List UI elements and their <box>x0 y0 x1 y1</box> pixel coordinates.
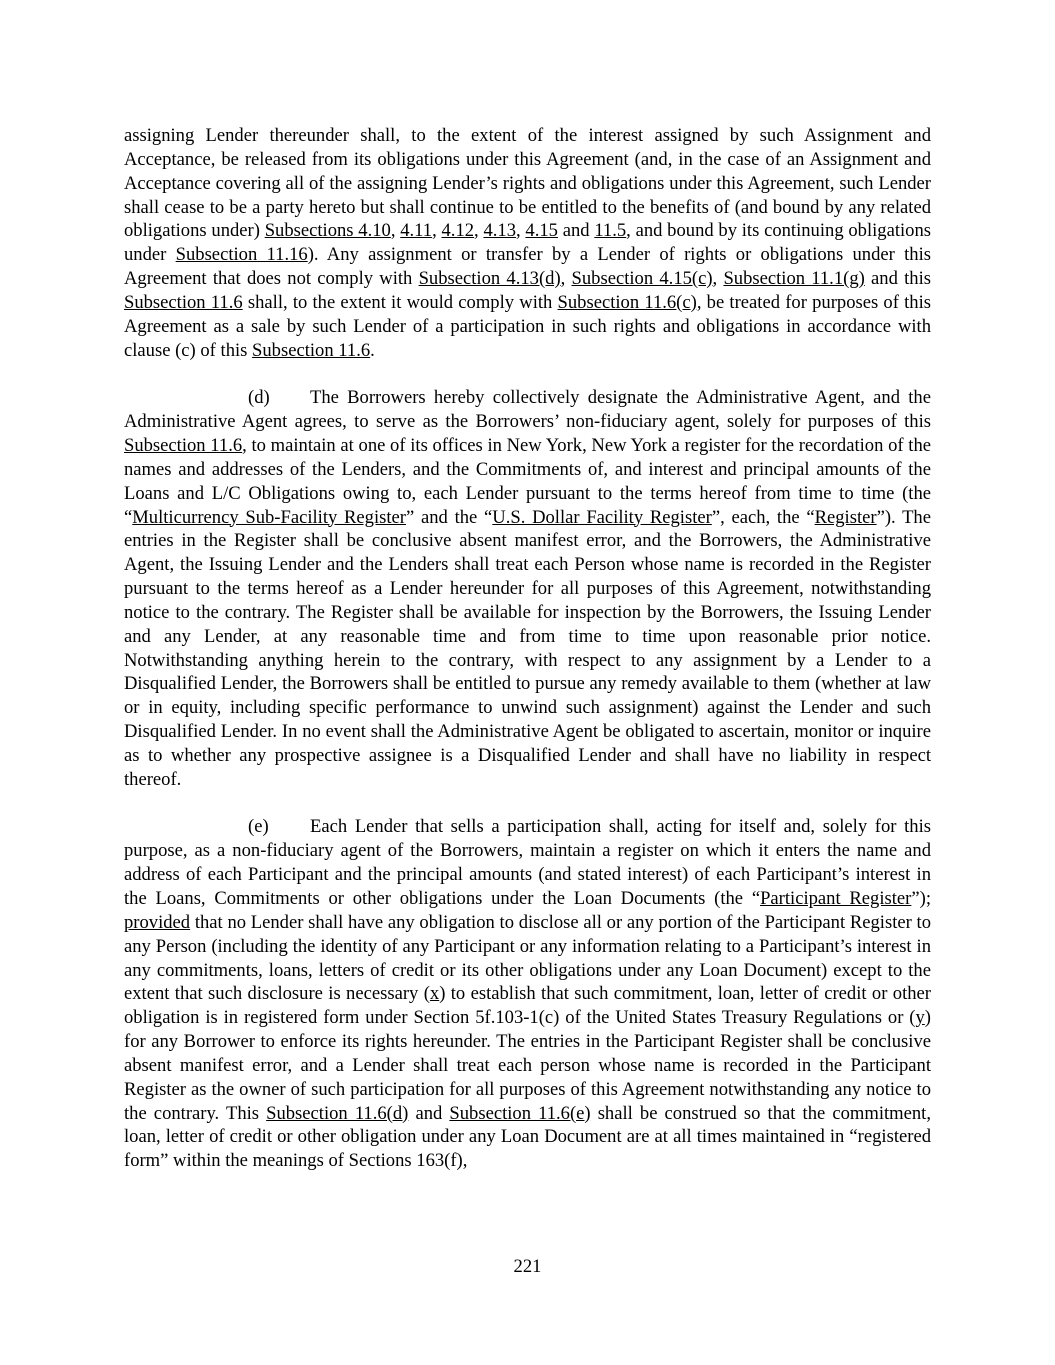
text-run: ). Any assignment or transfer by a Lender of rights or obligations under this Agreement that does not comply with <box>124 244 931 290</box>
cross-reference-11-5: 11.5 <box>594 220 627 242</box>
document-page <box>124 124 931 1173</box>
text-run: shall, to the extent it would comply with <box>242 291 558 313</box>
cross-reference-4-12: 4.12 <box>441 220 475 242</box>
text-run: , and bound by its continuing obligations under <box>124 220 932 266</box>
enumerator-x: x <box>429 983 440 1005</box>
cross-reference-4-10: Subsections 4.10 <box>264 220 391 242</box>
paragraph-d <box>124 386 931 791</box>
cross-reference-4-13: 4.13 <box>483 220 516 242</box>
text-run: , <box>516 220 526 242</box>
text-run: The Borrowers hereby collectively designate the Administrative Agent, and the Administrative Agent agrees, to serve as the Borrowers’ non-fiduciary agent, solely for purposes of this <box>124 387 931 433</box>
text-run: , <box>712 268 724 290</box>
paragraph-e <box>124 815 931 1173</box>
cross-reference-11-6: Subsection 11.6 <box>124 291 243 313</box>
defined-term-register: Register <box>814 506 877 528</box>
cross-reference-11-16: Subsection 11.16 <box>175 244 308 266</box>
text-run: ) to establish that such commitment, loan, letter of credit or other obligation is in registered form under Section 5f.103-1(c) of the United States Treasury Regulations or ( <box>124 983 931 1029</box>
cross-reference-11-6d: Subsection 11.6(d) <box>266 1102 409 1124</box>
text-run: , be treated for purposes of this Agreement as a sale by such Lender of a participation in such rights and obligations in accordance with clause (c) of this <box>124 291 931 361</box>
clause-label-e: (e) <box>248 816 269 838</box>
text-run: and <box>557 220 595 242</box>
cross-reference-11-6: Subsection 11.6 <box>124 434 243 456</box>
defined-term-usd-register: U.S. Dollar Facility Register <box>492 506 712 528</box>
text-run: ”). The entries in the Register shall be conclusive absent manifest error, and the Borrowers, the Administrative Agent, the Issuing Lender and the Lenders shall treat each Person whose name is recorded in the Register pursuant to the terms hereof as a Lender hereunder for all purposes of this Agreement, notwithstanding notice to the contrary. The Register shall be available for inspection by the Borrowers, the Issuing Lender and any Lender, at any reasonable time and from time to time upon reasonable prior notice. Notwithstanding anything herein to the contrary, with respect to any assignment by a Lender to a Disqualified Lender, the Borrowers shall be entitled to pursue any remedy available to them (whether at law or in equity, including specific performance to unwind such assignment) against the Lender and such Disqualified Lender. In no event shall the Administrative Agent be obligated to ascertain, monitor or inquire as to whether any prospective assignee is a Disqualified Lender and shall have no liability in respect thereof. <box>124 506 931 790</box>
proviso-term: provided <box>124 911 191 933</box>
cross-reference-11-6: Subsection 11.6 <box>252 339 371 361</box>
defined-term-participant-register: Participant Register <box>760 888 912 909</box>
text-run: , <box>390 220 401 242</box>
text-run: ”, each, the “ <box>711 506 815 528</box>
text-run: and <box>408 1102 450 1124</box>
text-run: and this <box>864 268 931 290</box>
cross-reference-4-11: 4.11 <box>400 220 433 242</box>
text-run: Each Lender that sells a participation shall, acting for itself and, solely for this purpose, as a non-fiduciary agent of the Borrowers, maintain a register on which it enters the name and address of each Participant and the principal amounts (and stated interest) of each Participant’s interest in the Loans, Commitments or other obligations under the Loan Documents (the “ <box>124 816 931 909</box>
text-run: shall be construed so that the commitment, loan, letter of credit or other obligation under any Loan Document are at all times maintained in “registered form” within the meanings of Sections 163(f), <box>124 1102 931 1172</box>
cross-reference-4-15: 4.15 <box>525 220 558 242</box>
text-run: ) for any Borrower to enforce its rights hereunder. The entries in the Participant Register shall be conclusive absent manifest error, and a Lender shall treat each person whose name is recorded in the Participant Register as the owner of such participation for all purposes of this Agreement notwithstanding any notice to the contrary. This <box>124 1007 931 1124</box>
defined-term-multicurrency-register: Multicurrency Sub-Facility Register <box>132 506 406 528</box>
text-run: assigning Lender thereunder shall, to the extent of the interest assigned by such Assignment and Acceptance, be released from its obligations under this Agreement (and, in the case of an Assignment and Acceptance covering all of the assigning Lender’s rights and obligations under this Agreement, such Lender shall cease to be a party hereto but shall continue to be entitled to the benefits of (and bound by any related obligations under) <box>124 125 931 242</box>
text-run: ” and the “ <box>406 506 493 528</box>
text-run: , to maintain at one of its offices in New York, New York a register for the recordation of the names and addresses of the Lenders, and the Commitments of, and interest and principal amounts of the Loans and L/C Obligations owing to, each Lender pursuant to the terms hereof from time to time (the “ <box>124 434 931 528</box>
text-run: , <box>432 220 442 242</box>
cross-reference-11-6e: Subsection 11.6(e) <box>449 1102 591 1124</box>
enumerator-y: y <box>915 1007 925 1029</box>
text-run: . <box>370 339 375 361</box>
page-number: 221 <box>513 1256 542 1277</box>
text-run: , <box>474 220 484 242</box>
cross-reference-11-6c: Subsection 11.6(c) <box>557 291 697 313</box>
text-run: , <box>560 268 572 290</box>
text-run: ”); <box>911 888 931 909</box>
cross-reference-11-1g: Subsection 11.1(g) <box>723 268 865 290</box>
cross-reference-4-13d: Subsection 4.13(d) <box>418 268 561 290</box>
paragraph-c-continuation <box>124 124 931 362</box>
cross-reference-4-15c: Subsection 4.15(c) <box>571 268 713 290</box>
text-run: that no Lender shall have any obligation to disclose all or any portion of the Participant Register to any Person (including the identity of any Participant or any information relating to a Participant’s interest in any commitments, loans, letters of credit or its other obligations under any Loan Document) except to the extent that such disclosure is necessary ( <box>124 911 931 1005</box>
clause-label-d: (d) <box>248 387 270 409</box>
